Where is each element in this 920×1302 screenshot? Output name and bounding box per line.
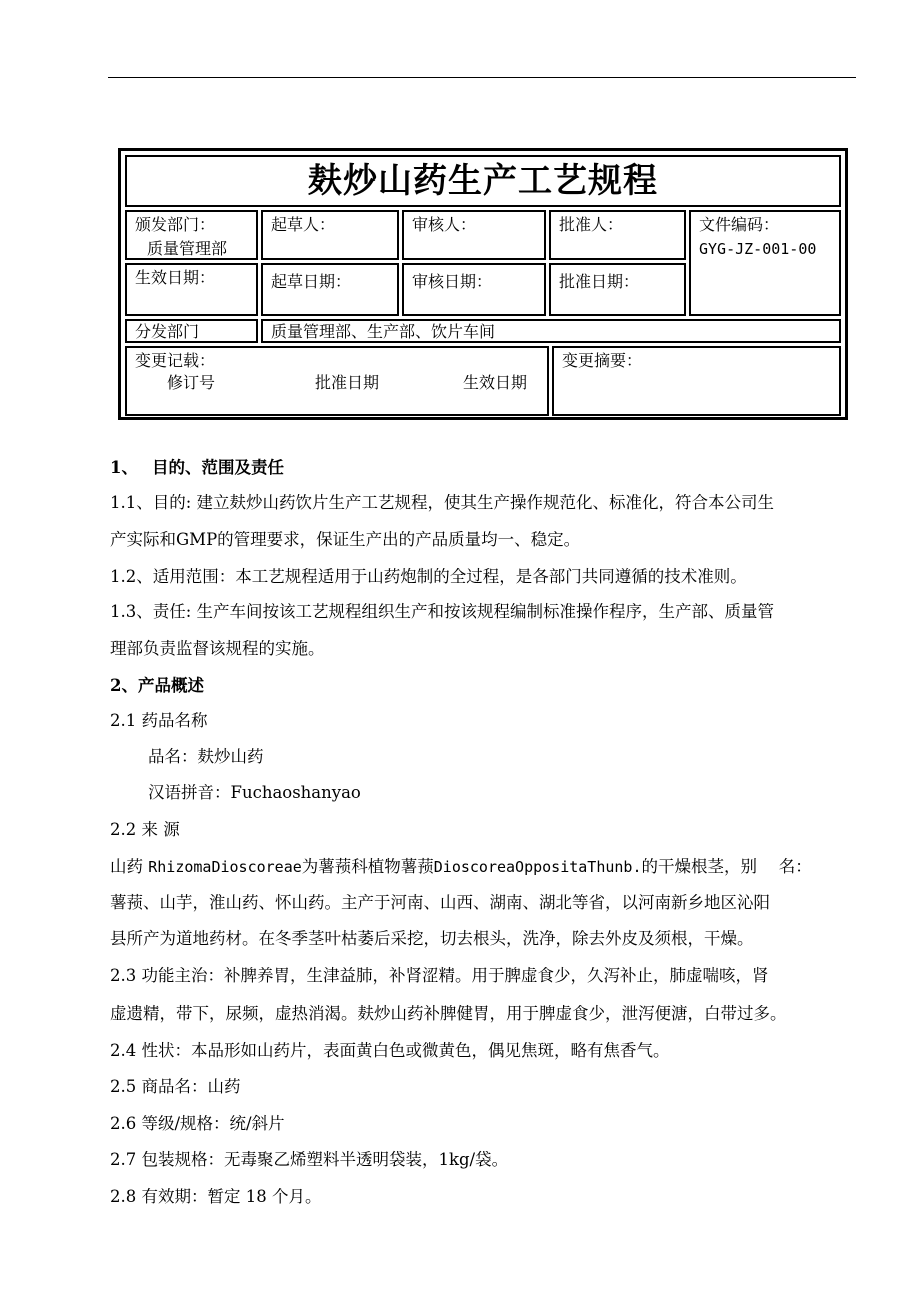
distribution-label-cell [125, 319, 258, 343]
para-1-1-line-1: 1.1、目的: 建立麸炒山药饮片生产工艺规程，使其生产操作规范化、标准化，符合本公司生 [110, 493, 775, 512]
header-table [118, 148, 848, 420]
section-2-title: 2、产品概述 [110, 676, 204, 695]
change-record-cell [125, 346, 549, 416]
para-1-3-line-1: 1.3、责任: 生产车间按该工艺规程组织生产和按该规程编制标准操作程序，生产部、质量管 [110, 602, 775, 621]
para-2-4: 2.4 性状：本品形如山药片，表面黄白色或微黄色，偶见焦斑，略有焦香气。 [110, 1041, 670, 1060]
product-name-line: 品名：麸炒山药 [148, 747, 264, 766]
issuing-dept-cell [125, 210, 258, 260]
source-text-2: 为薯蓣科植物薯蓣 [301, 857, 434, 876]
source-line-2: 薯蓣、山芋，淮山药、怀山药。主产于河南、山西、湖南、湖北等省，以河南新乡地区沁阳 [110, 893, 770, 912]
approve-date-cell [549, 263, 686, 316]
change-record-label: 变更记载： [135, 351, 216, 370]
revision-no-label: 修订号 [167, 373, 216, 392]
approver-label: 批准人： [559, 215, 624, 234]
para-2-3-line-1: 2.3 功能主治：补脾养胃，生津益肺，补肾涩精。用于脾虚食少，久泻补止，肺虚喘咳，肾 [110, 966, 769, 985]
approve-date-label: 批准日期： [559, 272, 640, 291]
distribution-value: 质量管理部、生产部、饮片车间 [271, 322, 496, 341]
change-summary-cell [552, 346, 841, 416]
distribution-label: 分发部门 [135, 322, 200, 341]
reviewer-label: 审核人： [412, 215, 477, 234]
para-1-1-line-2: 产实际和GMP的管理要求，保证生产出的产品质量均一、稳定。 [110, 530, 581, 549]
source-line-3: 县所产为道地药材。在冬季茎叶枯萎后采挖，切去根头，洗净，除去外皮及须根，干燥。 [110, 929, 754, 948]
issuing-dept-label: 颁发部门： [135, 215, 216, 234]
pinyin-line: 汉语拼音：Fuchaoshanyao [148, 783, 361, 802]
reviewer-cell [402, 210, 546, 260]
para-2-2: 2.2 来 源 [110, 820, 180, 839]
draft-date-label: 起草日期： [271, 272, 352, 291]
review-date-cell [402, 263, 546, 316]
drafter-label: 起草人： [271, 215, 336, 234]
document-title: 麸炒山药生产工艺规程 [125, 155, 841, 207]
source-latin-1: RhizomaDioscoreae [148, 858, 302, 876]
source-line-1 [110, 848, 860, 886]
source-text-3: 的干燥根茎，别 名： [641, 857, 812, 876]
source-text-1: 山药 [110, 857, 149, 876]
doc-no-value: GYG-JZ-001-00 [699, 240, 817, 258]
draft-date-cell [261, 263, 399, 316]
effective-date-label: 生效日期： [135, 268, 216, 287]
para-2-8: 2.8 有效期：暂定 18 个月。 [110, 1187, 322, 1206]
para-2-3-line-2: 虚遗精，带下，尿频，虚热消渴。麸炒山药补脾健胃，用于脾虚食少，泄泻便溏，白带过多。 [110, 1004, 787, 1023]
para-2-7: 2.7 包装规格：无毒聚乙烯塑料半透明袋装，1kg/袋。 [110, 1150, 509, 1169]
drafter-cell [261, 210, 399, 260]
effective-date-cell [125, 263, 258, 316]
approval-date-label: 批准日期 [315, 373, 380, 392]
review-date-label: 审核日期： [412, 272, 493, 291]
approver-cell [549, 210, 686, 260]
para-2-1: 2.1 药品名称 [110, 711, 208, 730]
distribution-value-cell [261, 319, 841, 343]
issuing-dept-value: 质量管理部 [147, 239, 228, 258]
section-1-title: 1、 目的、范围及责任 [110, 458, 284, 477]
para-1-3-line-2: 理部负责监督该规程的实施。 [110, 639, 325, 658]
source-latin-2: DioscoreaOppositaThunb. [433, 858, 642, 876]
doc-no-cell [689, 210, 841, 316]
doc-no-label: 文件编码： [699, 215, 780, 234]
top-rule [108, 77, 856, 78]
effective-date-col-label: 生效日期 [463, 373, 528, 392]
para-1-2: 1.2、适用范围：本工艺规程适用于山药炮制的全过程，是各部门共同遵循的技术准则。 [110, 567, 747, 586]
para-2-6: 2.6 等级/规格：统/斜片 [110, 1114, 285, 1133]
change-summary-label: 变更摘要： [562, 351, 643, 370]
para-2-5: 2.5 商品名：山药 [110, 1077, 241, 1096]
